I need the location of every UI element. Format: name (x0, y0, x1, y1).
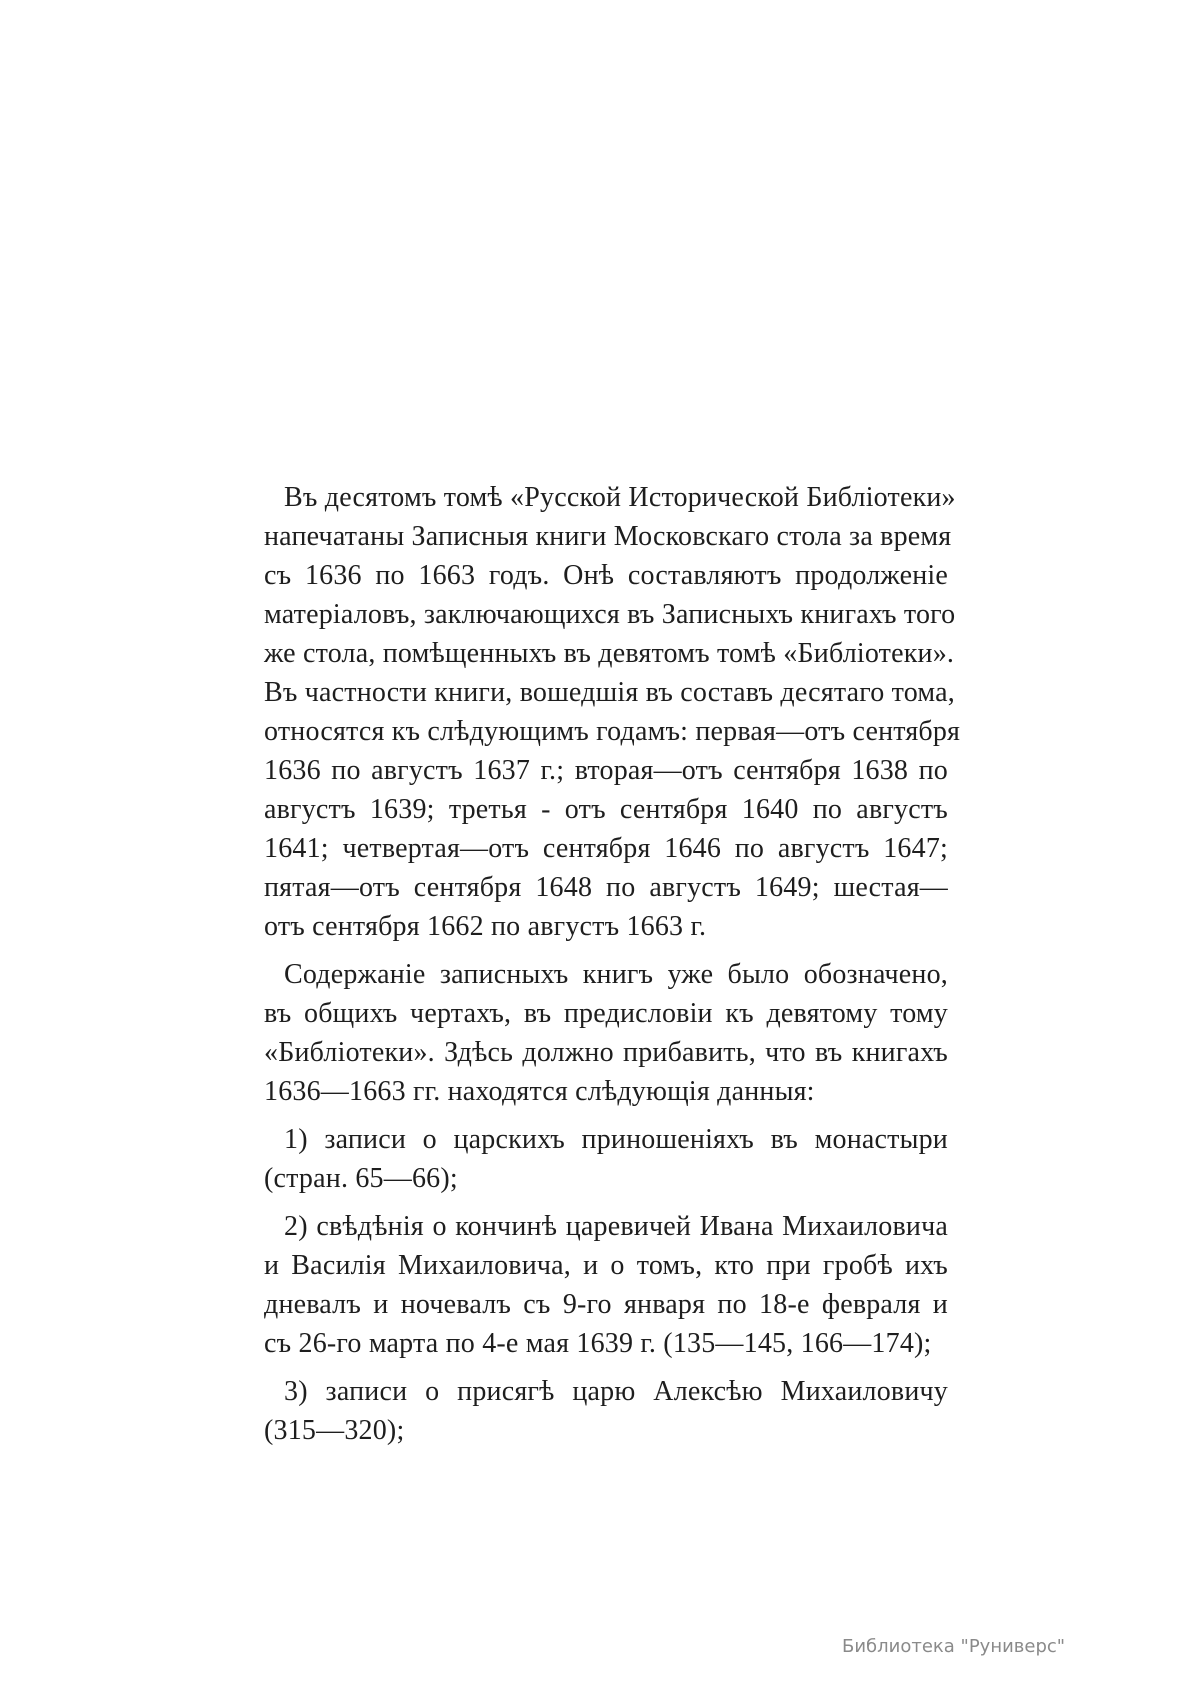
text-line: Въ частности книги, вошедшія въ составъ десятаго тома, (264, 677, 955, 708)
list-item-1 (264, 1120, 948, 1198)
text-line: въ общихъ чертахъ, въ предисловіи къ девятому тому (264, 998, 948, 1029)
text-line: Въ десятомъ томѣ «Русской Исторической Библіотеки» (284, 482, 956, 513)
text-line: 1) записи о царскихъ приношеніяхъ въ монастыри (284, 1124, 948, 1155)
text-line: съ 1636 по 1663 годъ. Онѣ составляютъ продолженіе (264, 560, 948, 591)
text-line: же стола, помѣщенныхъ въ девятомъ томѣ «Библіотеки». (264, 638, 955, 669)
text-line: и Василія Михаиловича, и о томъ, кто при гробѣ ихъ (264, 1250, 948, 1281)
text-line: съ 26-го марта по 4-е мая 1639 г. (135—145, 166—174); (264, 1328, 932, 1359)
text-line: «Библіотеки». Здѣсь должно прибавить, что въ книгахъ (264, 1037, 948, 1068)
paragraph-intro (264, 478, 961, 946)
text-line: напечатаны Записныя книги Московскаго стола за время (264, 521, 952, 552)
text-line: дневалъ и ночевалъ съ 9-го января по 18-е февраля и (264, 1289, 948, 1320)
text-line: пятая—отъ сентября 1648 по августъ 1649; шестая— (264, 872, 948, 903)
text-line: (315—320); (264, 1415, 405, 1446)
list-item-3 (264, 1372, 948, 1450)
text-line: относятся къ слѣдующимъ годамъ: первая—отъ сентября (264, 716, 961, 747)
text-line: 1636 по августъ 1637 г.; вторая—отъ сентября 1638 по (264, 755, 948, 786)
body-text (264, 478, 961, 1450)
text-line: Содержаніе записныхъ книгъ уже было обозначено, (284, 959, 948, 990)
text-line: матеріаловъ, заключающихся въ Записныхъ книгахъ того (264, 599, 956, 630)
text-line: (стран. 65—66); (264, 1163, 458, 1194)
text-line: отъ сентября 1662 по августъ 1663 г. (264, 911, 707, 942)
paragraph-contents (264, 955, 948, 1111)
library-watermark: Библиотека "Руниверс" (842, 1636, 1066, 1657)
text-line: 2) свѣдѣнія о кончинѣ царевичей Ивана Михаиловича (284, 1211, 948, 1242)
text-line: 1641; четвертая—отъ сентября 1646 по августъ 1647; (264, 833, 948, 864)
text-line: 3) записи о присягѣ царю Алексѣю Михаиловичу (284, 1376, 948, 1407)
text-line: 1636—1663 гг. находятся слѣдующія данныя: (264, 1076, 815, 1107)
list-item-2 (264, 1207, 948, 1363)
text-line: августъ 1639; третья - отъ сентября 1640 по августъ (264, 794, 948, 825)
